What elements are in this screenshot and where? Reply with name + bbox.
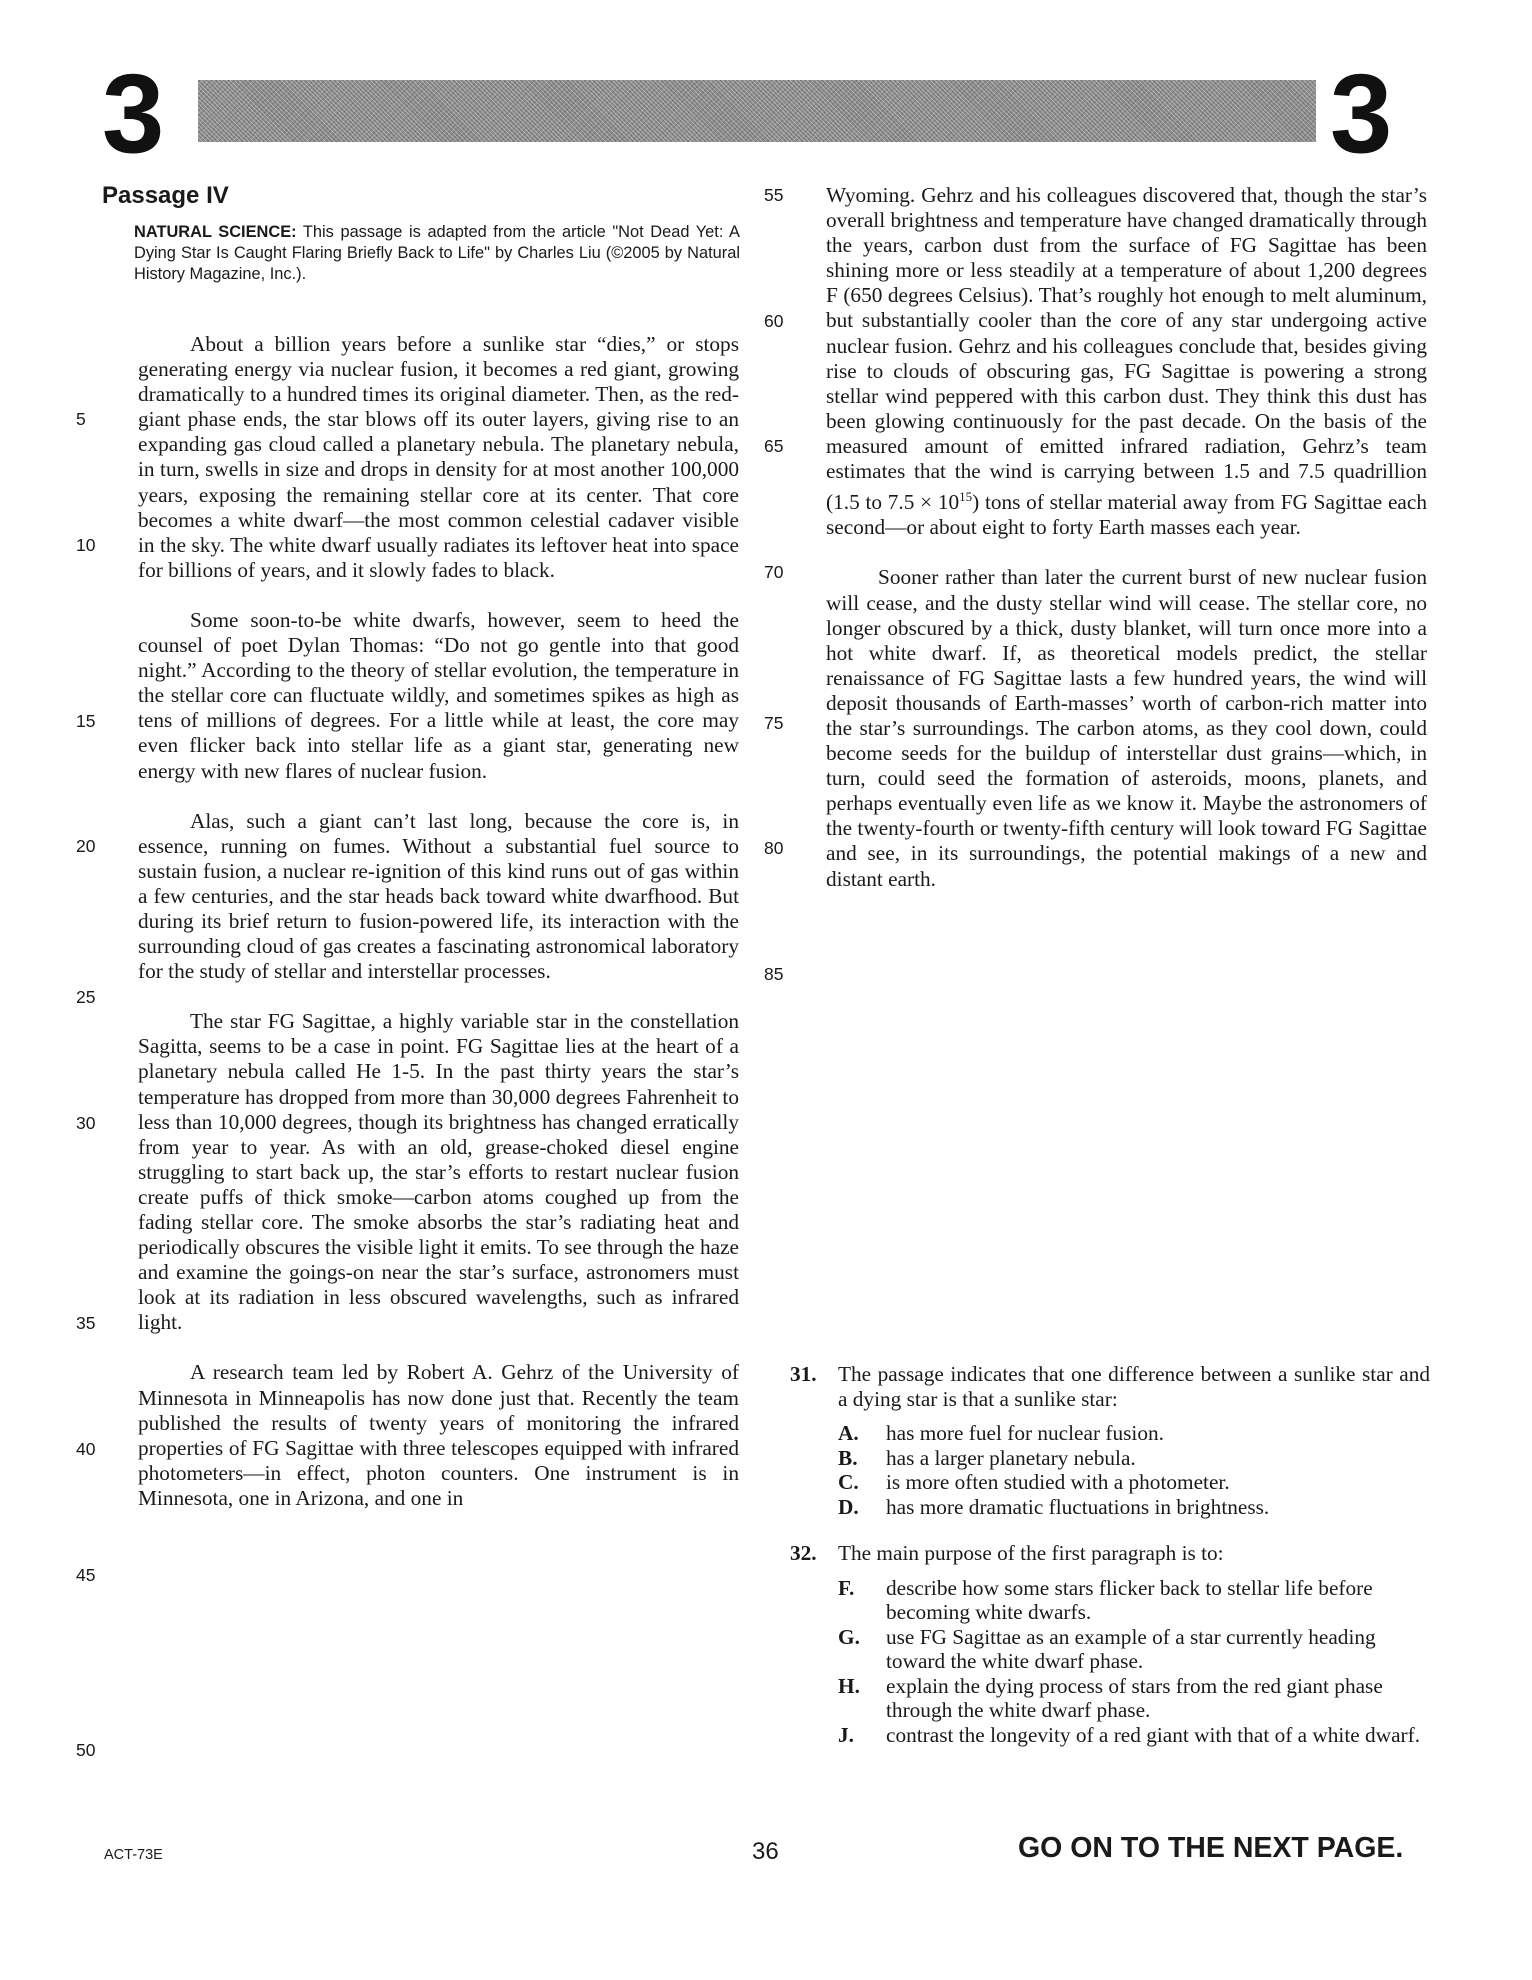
paragraph-2: Some soon-to-be white dwarfs, however, seem to heed the counsel of poet Dylan Thomas: “Do not go gentle into that good night.” According to the theory of stellar evolution, the temperature in the stellar core can fluctuate wildly, and sometimes spikes as high as tens of millions of degrees. For a little while at least, the core may even flicker back into stellar life as a giant star, generating new energy with new flares of nuclear fusion.	[138, 607, 739, 783]
option-letter: H.	[838, 1673, 860, 1698]
line-number: 85	[764, 964, 784, 984]
line-number: 50	[76, 1740, 96, 1760]
line-number: 10	[76, 535, 96, 555]
question-number: 32.	[790, 1541, 817, 1565]
questions	[790, 1362, 1430, 1769]
option-text: use FG Sagittae as an example of a star currently heading toward the white dwarf phase.	[886, 1624, 1376, 1673]
line-number: 25	[76, 987, 96, 1007]
line-number: 70	[764, 562, 784, 582]
paragraph-5-cont-end: ) tons of stellar material away from FG Sagittae each second—or about eight to forty Earth masses each year.	[826, 490, 1427, 540]
line-number: 80	[764, 838, 784, 858]
answer-options	[838, 1421, 1430, 1519]
paragraph-5-cont-text: Wyoming. Gehrz and his colleagues discovered that, though the star’s overall brightness and temperature have changed dramatically through the years, carbon dust from the surface of FG Sagittae has been shining more or less steadily at a temperature of about 1,200 degrees F (650 degrees Celsius). That’s roughly hot enough to melt aluminum, but substantially cooler than the core of any star undergoing active nuclear fusion. Gehrz and his colleagues conclude that, besides giving rise to clouds of obscuring gas, FG Sagittae is powering a strong stellar wind peppered with this carbon dust. They think this dust has been glowing continuously for the past decade. On the basis of the measured amount of emitted infrared radiation, Gehrz’s team estimates that the wind is carrying between 1.5 and 7.5 quadrillion (1.5 to 7.5 × 10	[826, 183, 1427, 515]
line-number: 30	[76, 1113, 96, 1133]
line-number: 40	[76, 1439, 96, 1459]
line-number: 45	[76, 1565, 96, 1585]
line-number: 60	[764, 311, 784, 331]
paragraph-1: About a billion years before a sunlike star “dies,” or stops generating energy via nuclear fusion, it becomes a red giant, growing dramatically to a hundred times its original diameter. Then, as the red-giant phase ends, the star blows off its outer layers, giving rise to an expanding gas cloud called a planetary nebula. The planetary nebula, in turn, swells in size and drops in density for at most another 100,000 years, exposing the remaining stellar core at its center. That core becomes a white dwarf—the most common celestial cadaver visible in the sky. The white dwarf usually radiates its leftover heat into space for billions of years, and it slowly fades to black.	[138, 332, 739, 582]
line-number: 65	[764, 436, 784, 456]
line-number: 55	[764, 185, 784, 205]
answer-option-d[interactable]	[838, 1495, 1430, 1520]
passage-column-left	[76, 332, 739, 1760]
paragraph-5: A research team led by Robert A. Gehrz of the University of Minnesota in Minneapolis has now done just that. Recently the team published the results of twenty years of monitoring the infrared properties of FG Sagittae with three telescopes equipped with infrared photometers—in effect, photon counters. One instrument is in Minnesota, one in Arizona, and one in	[138, 1360, 739, 1510]
question-32	[790, 1541, 1430, 1747]
option-letter: D.	[838, 1494, 859, 1519]
option-letter: C.	[838, 1470, 859, 1494]
answer-option-h[interactable]	[838, 1674, 1430, 1723]
line-number: 15	[76, 711, 96, 731]
paragraph-3: Alas, such a giant can’t last long, because the core is, in essence, running on fumes. Without a substantial fuel source to sustain fusion, a nuclear re-ignition of this kind runs out of gas within a few centuries, and the star heads back toward white dwarfhood. But during its brief return to fusion-powered life, its interaction with the surrounding cloud of gas creates a fascinating astronomical laboratory for the study of stellar and interstellar processes.	[138, 808, 739, 984]
line-number: 75	[764, 713, 784, 733]
header-bar	[198, 80, 1316, 142]
passage-intro	[134, 222, 740, 285]
exponent: 15	[959, 489, 973, 505]
line-number: 35	[76, 1313, 96, 1333]
passage-title: Passage IV	[102, 182, 229, 209]
intro-text: This passage is adapted from the article "Not Dead Yet: A Dying Star Is Caught Flaring Briefly Back to Life" by Charles Liu (©2005 by Natural History Magazine, Inc.).	[134, 223, 740, 283]
line-number: 20	[76, 836, 96, 856]
option-text: describe how some stars flicker back to stellar life before becoming white dwarfs.	[886, 1575, 1373, 1624]
option-letter: B.	[838, 1445, 858, 1470]
page-number: 36	[752, 1838, 779, 1865]
answer-option-a[interactable]	[838, 1421, 1430, 1446]
answer-option-b[interactable]	[838, 1446, 1430, 1471]
option-letter: G.	[838, 1624, 860, 1649]
option-text: explain the dying process of stars from the red giant phase through the white dwarf phase.	[886, 1673, 1383, 1722]
section-number-left: 3	[102, 51, 165, 176]
paragraph-6: Sooner rather than later the current burst of new nuclear fusion will cease, and the dusty stellar wind will cease. The stellar core, no longer obscured by a thick, dusty blanket, will turn once more into a hot white dwarf. If, as theoretical models predict, the stellar renaissance of FG Sagittae lasts a few hundred years, the wind will deposit thousands of Earth-masses’ worth of carbon-rich matter into the star’s surroundings. The carbon atoms, as they cool down, could become seeds for the buildup of interstellar dust grains—which, in turn, could seed the formation of asteroids, moons, planets, and perhaps eventually even life as we know it. Maybe the astronomers of the twenty-fourth or twenty-fifth century will look toward FG Sagittae and see, in its surroundings, the potential makings of a new and distant earth.	[826, 565, 1427, 891]
question-stem: The passage indicates that one difference between a sunlike star and a dying star is that a sunlike star:	[838, 1362, 1430, 1411]
question-stem: The main purpose of the first paragraph is to:	[838, 1541, 1224, 1565]
option-letter: J.	[838, 1722, 854, 1747]
question-31	[790, 1362, 1430, 1519]
line-number: 5	[76, 409, 86, 429]
passage-column-right	[764, 183, 1427, 984]
section-number-right: 3	[1330, 51, 1393, 176]
question-number: 31.	[790, 1362, 817, 1386]
option-text: contrast the longevity of a red giant with that of a white dwarf.	[886, 1722, 1421, 1747]
paragraph-5-continued	[826, 183, 1427, 540]
answer-option-j[interactable]	[838, 1723, 1430, 1748]
option-text: has more fuel for nuclear fusion.	[886, 1421, 1164, 1445]
option-text: has a larger planetary nebula.	[886, 1445, 1136, 1470]
answer-option-g[interactable]	[838, 1625, 1430, 1674]
intro-label: NATURAL SCIENCE:	[134, 223, 297, 241]
answer-option-c[interactable]	[838, 1470, 1430, 1495]
form-code: ACT-73E	[104, 1847, 163, 1863]
option-letter: F.	[838, 1575, 855, 1600]
go-on-notice: GO ON TO THE NEXT PAGE.	[1018, 1832, 1404, 1864]
answer-option-f[interactable]	[838, 1576, 1430, 1625]
paragraph-4: The star FG Sagittae, a highly variable star in the constellation Sagitta, seems to be a case in point. FG Sagittae lies at the heart of a planetary nebula called He 1-5. In the past thirty years the star’s temperature has dropped from more than 30,000 degrees Fahrenheit to less than 10,000 degrees, though its brightness has changed erratically from year to year. As with an old, grease-choked diesel engine struggling to start back up, the star’s efforts to restart nuclear fusion create puffs of thick smoke—carbon atoms coughed up from the fading stellar core. The smoke absorbs the star’s radiating heat and periodically obscures the visible light it emits. To see through the haze and examine the goings-on near the star’s surface, astronomers must look at its radiation in less obscured wavelengths, such as infrared light.	[138, 1009, 739, 1335]
option-text: has more dramatic fluctuations in brightness.	[886, 1494, 1270, 1519]
option-text: is more often studied with a photometer.	[886, 1470, 1230, 1494]
option-letter: A.	[838, 1421, 859, 1445]
answer-options	[838, 1576, 1430, 1748]
